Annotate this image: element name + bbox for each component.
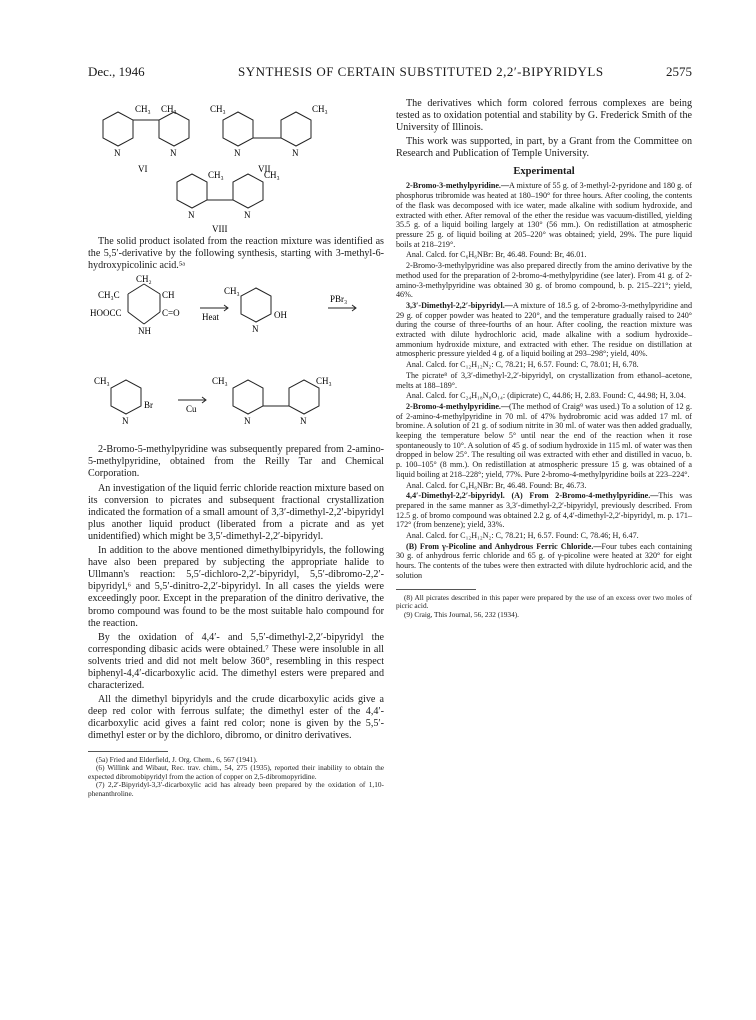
left-paragraph-3: An investigation of the liquid ferric chloride reaction mixture based on its conversion to picrates and subsequent fractional crystallization indicated the formation of a small amount of 3,3′-dimethyl-2,2′-bipyridyl plus another liquid product (liberated from a picrate and as yet unidentified) which might be 3,5′-dimethyl-2,2′-bipyridyl. [88, 482, 384, 542]
scheme-co: C=O [162, 308, 180, 319]
exp-4-analysis: Anal. Calcd. for C₆H₆NBr: Br, 46.48. Found: Br, 46.73. [406, 480, 587, 490]
exp-1-analysis: Anal. Calcd. for C₆H₆NBr: Br, 46.48. Found: Br, 46.01. [406, 250, 587, 260]
scheme-ch: CH [162, 290, 175, 301]
scheme-pbr3: PBr₃ [330, 294, 348, 305]
viii-n-right: N [244, 210, 251, 220]
footnote-8: (8) All picrates described in this paper were prepared by the use of an excess over two moles of picric acid. [396, 592, 692, 611]
right-column [396, 98, 692, 619]
exp-4-4-dimethyl-bipyridyl-b [396, 542, 692, 581]
footnote-6: (6) Willink and Wibaut, Rec. trav. chim., 54, 275 (1935), reported their inability to obtain the expected dibromobipyridyl from the action of copper on 2,5-dibromopyridine. [88, 763, 384, 781]
vi-n-right: N [170, 148, 177, 158]
scheme-ch3c: CH₃C [98, 290, 120, 301]
viii-ch3-left: CH₃ [208, 170, 224, 180]
section-heading-experimental: Experimental [513, 166, 575, 178]
exp-6-title: (B) From γ-Picoline and Anhydrous Ferric Chloride.— [406, 541, 602, 551]
scheme-bromo-n: N [122, 416, 129, 427]
vii-n-right: N [292, 148, 299, 158]
exp-2-bromo-4-methylpyridine [396, 402, 692, 480]
scheme-product-n-left: N [244, 416, 251, 427]
viii-ch3-right: CH₃ [264, 170, 280, 180]
vi-ch3-right: CH₃ [161, 104, 177, 114]
synthesis-scheme [88, 274, 384, 444]
scheme-hoocc: HOOCC [90, 308, 122, 319]
running-header [88, 64, 692, 82]
scheme-pyridone-n: N [252, 324, 259, 335]
left-paragraph-4: In addition to the above mentioned dimethylbipyridyls, the following have also been prepared by subjecting the appropriate halide to Ullmann's reaction: 5,5′-dichloro-2,2′-bipyridyl, 5,5′-dibromo-2,2′-bipyridyl,⁶ and 5,5′-dinitro-2,2′-bipyridyl. In all cases the yields were exceedingly poor. Except in the preparation of the dinitro derivative, the bromo compound was found to be the most suitable halo compound for the reaction. [88, 545, 384, 629]
header-title: SYNTHESIS OF CERTAIN SUBSTITUTED 2,2′-BIPYRIDYLS [238, 64, 604, 79]
left-paragraph-2: 2-Bromo-5-methylpyridine was subsequently prepared from 2-amino-5-methylpyridine, obtained from the Reilly Tar and Chemical Corporation. [88, 444, 384, 480]
exp-3-analysis: Anal. Calcd. for C₁₂H₁₂N₂: C, 78.21; H, 6.57. Found: C, 78.01; H, 6.78. [406, 360, 639, 370]
footnote-7: (7) 2,2′-Bipyridyl-3,3′-dicarboxylic acid has already been prepared by the oxidation of 1,10-phenanthroline. [88, 780, 384, 798]
scheme-product-n-right: N [300, 416, 307, 427]
scheme-bromo-br: Br [144, 400, 153, 411]
scheme-product-ch3-right: CH₃ [316, 376, 332, 387]
exp-5-body: This was prepared in the same manner as 3,3′-dimethyl-2,2′-bipyridyl, previously described. From 12.5 g. of bromo compound was obtained 2.2 g. of 4,4′-dimethyl-2,2′-bipyridyl, m. p. 171–172° (from benzene); yield, 33%. [396, 491, 693, 530]
scheme-bromo-ch3: CH₃ [94, 376, 110, 387]
scheme-pyridone-oh: OH [274, 310, 287, 321]
left-column [88, 98, 384, 799]
scheme-cu: Cu [186, 404, 197, 415]
footnote-rule-right [396, 589, 476, 590]
exp-3-picrate-analysis: Anal. Calcd. for C₂₄H₁₈N₈O₁₄: (dipicrate) C, 44.86; H, 2.83. Found: C, 44.98; H, 3.04. [406, 391, 686, 401]
footnote-rule-left [88, 751, 168, 752]
scheme-nh: NH [138, 326, 151, 337]
vi-n-left: N [114, 148, 121, 158]
viii-label: VIII [212, 224, 228, 234]
exp-2-body: 2-Bromo-3-methylpyridine was also prepared directly from the amino derivative by the method used for the preparation of 2-bromo-4-methylpyridine (see later). From 41 g. of 2-amino-3-methylpyridine was obtained 30 g. of bromo compound, b. p. 215–221°; yield, 46%. [396, 261, 692, 300]
vii-ch3-left: CH₃ [210, 104, 226, 114]
exp-2-bromo-3-methylpyridine [396, 181, 692, 249]
vi-ch3-left: CH₃ [135, 104, 151, 114]
left-paragraph-6: All the dimethyl bipyridyls and the crude dicarboxylic acids give a deep red color with ferrous sulfate; the dimethyl ester of the 4,4′-dicarboxylic acid gives a faint red color; none is given by the 5,5′-dimethyl ester or by the dichloro, dibromo, or dinitro derivatives. [88, 694, 384, 742]
exp-4-4-dimethyl-bipyridyl-a [396, 491, 692, 530]
header-date: Dec., 1946 [88, 64, 145, 79]
vii-n-left: N [234, 148, 241, 158]
exp-5-analysis: Anal. Calcd. for C₁₂H₁₂N₂: C, 78.21; H, 6.57. Found: C, 78.46; H, 6.47. [406, 531, 639, 541]
exp-1-body: A mixture of 55 g. of 3-methyl-2-pyridone and 180 g. of phosphorus tribromide was heated at 180–190° for three hours. After cooling, the contents of the flask was decomposed with ice water, made alkaline with sodium hydroxide, and extracted with ether. After removal of the ether the residue was vacuum-distilled, yielding 35.5 g. of a liquid boiling largely at 130° (56 mm.). On redistillation at atmospheric pressure 25 g. of liquid boiling at 205–220° was obtained; yield, 29%. The pure liquid boils at 218–219°. [396, 181, 692, 249]
exp-4-title: 2-Bromo-4-methylpyridine.— [406, 401, 510, 411]
left-paragraph-5: By the oxidation of 4,4′- and 5,5′-dimethyl-2,2′-bipyridyl the corresponding dibasic acids were obtained.⁷ These were insoluble in all solvents tried and did not melt below 360°, resembling in this respect biphenyl-4,4′-dicarboxylic acid. The dimethyl esters were prepared and characterized. [88, 631, 384, 692]
vii-ch3-right: CH₃ [312, 104, 328, 114]
exp-4-body: (The method of Craig⁹ was used.) To a solution of 12 g. of 2-amino-4-methylpyridine in 70 ml. of 47% hydrobromic acid was added 17 ml. of bromine. A solution of 21 g. of sodium nitrite in 30 ml. of water was then added gradually, keeping the temperature below 5° until near the end of the reaction when it rose spontaneously to 10°. A solution of 45 g. of sodium hydroxide in 115 ml. of water was then dropped in below 25°. The resulting oil was extracted with ether and distilled in vacuo, b. p. 100–105° (8 mm.). On redistillation at atmospheric pressure 15 g. was obtained of a liquid boiling at 218–228°; yield, 77%. Pure 2-bromo-4-methylpyridine boils at 223–224°. [396, 401, 692, 479]
footnote-9: (9) Craig, This Journal, 56, 232 (1934). [404, 609, 519, 619]
exp-3-body: A mixture of 18.5 g. of 2-bromo-3-methylpyridine and 29 g. of copper powder was heated to 220°, and the temperature gradually raised to 240° during the course of three-fourths of an hour. After cooling, the reaction mixture was extracted with dilute hydrochloric acid, made alkaline with a sodium hydroxide–ammonium hydroxide mixture, and extracted with ether. The residue on distillation at atmospheric pressure yielded 4 g. of a liquid boiling at 293–298°; yield, 40%. [396, 300, 692, 359]
structures-vi-vii-viii [88, 98, 384, 236]
vii-label: VII [258, 164, 271, 174]
scheme-pyridone-ch3: CH₃ [224, 286, 240, 297]
exp-3-title: 3,3′-Dimethyl-2,2′-bipyridyl.— [406, 300, 513, 310]
footnote-5a: (5a) Fried and Elderfield, J. Org. Chem., 6, 567 (1941). [96, 754, 258, 764]
right-paragraph-1: The derivatives which form colored ferrous complexes are being tested as to oxidation potential and stability by G. Frederick Smith of the University of Illinois. [396, 98, 692, 134]
left-paragraph-1: The solid product isolated from the reaction mixture was identified as the 5,5′-derivative by the following synthesis, starting with 3-methyl-6-hydroxypicolinic acid.⁵ᵃ [88, 236, 384, 272]
scheme-ch2: CH₂ [136, 274, 152, 285]
exp-5-title: 4,4′-Dimethyl-2,2′-bipyridyl. (A) From 2-Bromo-4-methylpyridine.— [406, 491, 659, 501]
exp-3-dimethyl-bipyridyl [396, 301, 692, 359]
header-page-number: 2575 [666, 64, 692, 79]
right-paragraph-2: This work was supported, in part, by a Grant from the Committee on Research and Publication of Temple University. [396, 136, 692, 160]
scheme-heat: Heat [202, 312, 219, 323]
scheme-product-ch3-left: CH₃ [212, 376, 228, 387]
viii-n-left: N [188, 210, 195, 220]
exp-6-body: Four tubes each containing 30 g. of anhydrous ferric chloride and 65 g. of γ-picoline were heated at 320° for eight hours. The contents of the tubes were then extracted with dilute hydrochloric acid, and the solution [396, 541, 692, 580]
exp-3-picrate: The picrate⁸ of 3,3′-dimethyl-2,2′-bipyridyl, on crystallization from ethanol–acetone, melts at 188–189°. [396, 370, 692, 390]
vi-label: VI [138, 164, 148, 174]
exp-1-title: 2-Bromo-3-methylpyridine.— [406, 181, 510, 191]
